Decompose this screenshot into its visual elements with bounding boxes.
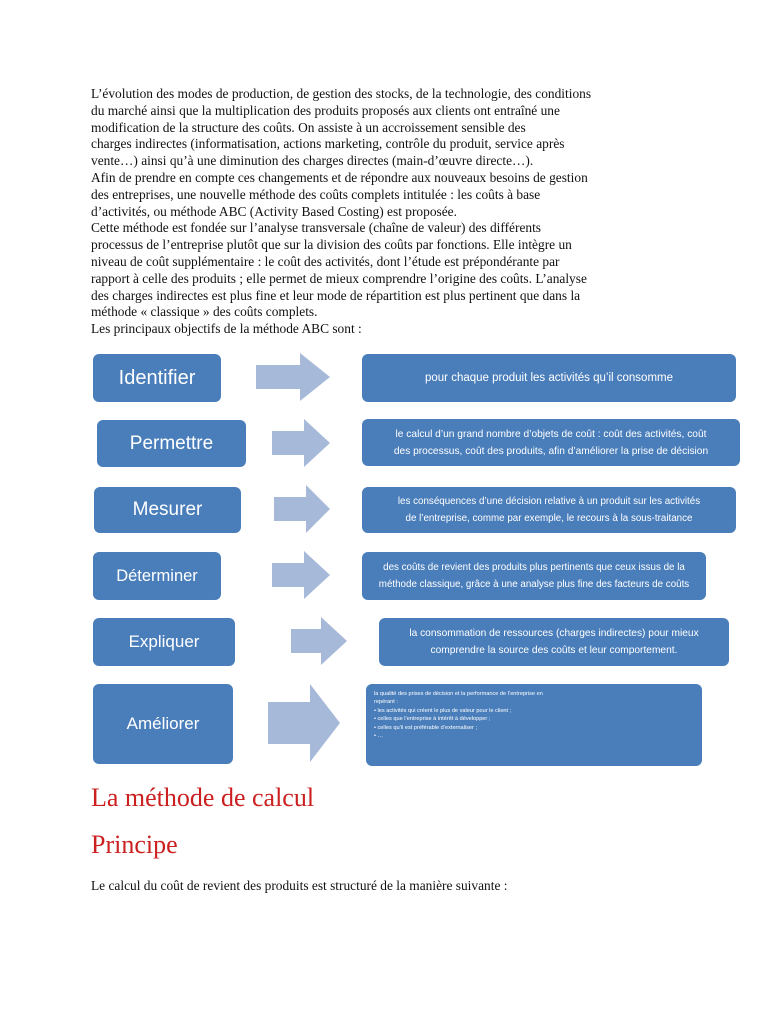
intro-line: charges indirectes (informatisation, actions marketing, contrôle du produit, service après (91, 136, 565, 152)
description-line: méthode classique, grâce à une analyse plus fine des facteurs de coûts (378, 579, 690, 590)
intro-line: méthode « classique » des coûts complets. (91, 304, 318, 320)
right-arrow-icon (256, 353, 330, 401)
description-line: comprendre la source des coûts et leur comportement. (430, 645, 678, 656)
description-line: le calcul d’un grand nombre d’objets de coût : coût des activités, coût (395, 428, 707, 440)
objective-description-permettre (362, 419, 740, 466)
description-line: des coûts de revient des produits plus pertinents que ceux issus de la (383, 562, 685, 573)
description-line: • celles que l’entreprise à intérêt à développer ; (374, 716, 491, 723)
intro-line: modification de la structure des coûts. On assiste à un accroissement sensible des (91, 119, 526, 135)
objective-description-determiner (362, 552, 706, 600)
right-arrow-icon (274, 485, 330, 533)
intro-line: niveau de coût supplémentaire : le coût des activités, dont l’étude est prépondérante par (91, 253, 560, 269)
intro-line: processus de l’entreprise plutôt que sur la division des coûts par fonctions. Elle intègre un (91, 237, 572, 253)
right-arrow-icon (272, 419, 330, 467)
description-line: • les activités qui créent le plus de valeur pour le client ; (374, 707, 512, 714)
right-arrow-icon (268, 684, 340, 762)
intro-line: du marché ainsi que la multiplication des produits proposés aux clients ont entraîné une (91, 102, 560, 118)
right-arrow-icon (291, 617, 347, 665)
intro-line: vente…) ainsi qu’à une diminution des charges directes (main-d’œuvre directe…). (91, 153, 534, 169)
intro-line: L’évolution des modes de production, de gestion des stocks, de la technologie, des conditions (91, 86, 592, 101)
objective-description-identifier (362, 354, 736, 402)
objective-verb-expliquer: Expliquer (93, 618, 235, 666)
description-line: les conséquences d’une décision relative à un produit sur les activités (397, 496, 701, 507)
intro-line: rapport à celle des produits ; elle permet de mieux comprendre l’origine des coûts. L’analyse (91, 270, 587, 286)
intro-line: Les principaux objectifs de la méthode ABC sont : (91, 321, 362, 337)
description-line: pour chaque produit les activités qu’il consomme (424, 371, 674, 384)
heading-method: La méthode de calcul (91, 783, 315, 812)
description-line: de l’entreprise, comme par exemple, le recours à la sous-traitance (405, 513, 693, 524)
description-line: la consommation de ressources (charges indirectes) pour mieux (409, 628, 699, 639)
right-arrow-icon (272, 551, 330, 599)
objective-verb-determiner: Déterminer (93, 552, 221, 600)
intro-line: d’activités, ou méthode ABC (Activity Based Costing) est proposée. (91, 203, 457, 219)
intro-paragraph (91, 86, 681, 338)
closing-paragraph: Le calcul du coût de revient des produits est structuré de la manière suivante : (91, 878, 508, 893)
description-line: la qualité des prises de décision et la performance de l’entreprise en (374, 691, 543, 697)
description-line: • celles qu’il est préférable d’externaliser ; (374, 724, 478, 731)
objective-description-expliquer (379, 618, 729, 666)
intro-line: Afin de prendre en compte ces changements et de répondre aux nouveaux besoins de gestion (91, 169, 588, 185)
objective-verb-identifier: Identifier (93, 354, 221, 402)
intro-line: Cette méthode est fondée sur l’analyse transversale (chaîne de valeur) des différents (91, 220, 542, 236)
description-line: des processus, coût des produits, afin d’améliorer la prise de décision (393, 445, 709, 457)
objective-verb-mesurer: Mesurer (94, 487, 241, 533)
objective-description-mesurer (362, 487, 736, 533)
intro-line: des entreprises, une nouvelle méthode des coûts complets intitulée : les coûts à base (91, 186, 541, 202)
intro-line: des charges indirectes est plus fine et leur mode de répartition est plus pertinent que dans la (91, 287, 581, 303)
objective-verb-ameliorer: Améliorer (93, 684, 233, 764)
description-line: • … (374, 733, 384, 740)
objective-verb-permettre: Permettre (97, 420, 246, 467)
heading-principle: Principe (91, 830, 178, 859)
description-line: repérant : (374, 699, 398, 706)
objective-description-ameliorer (366, 684, 702, 766)
